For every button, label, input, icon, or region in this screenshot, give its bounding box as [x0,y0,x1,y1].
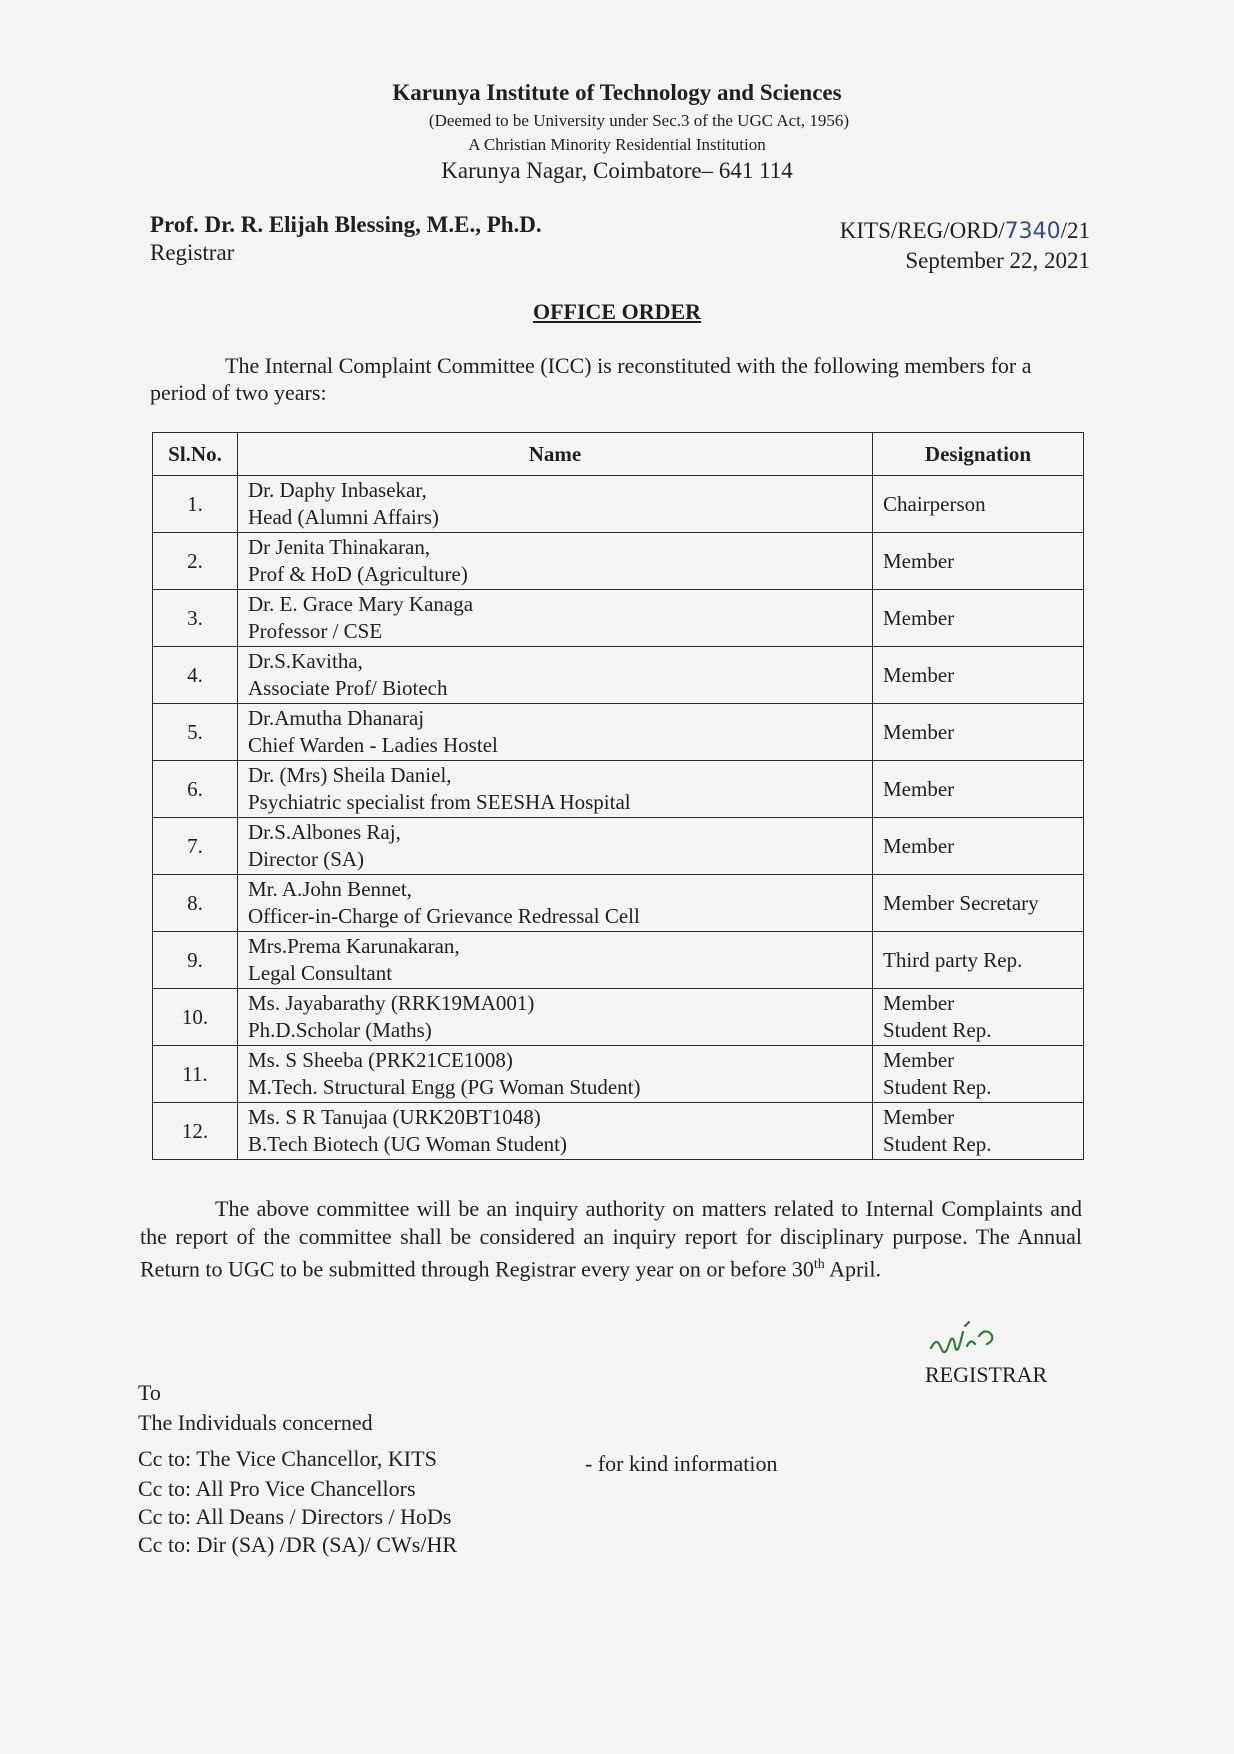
table-row [153,704,1084,761]
member-name: Dr. (Mrs) Sheila Daniel, [248,763,452,787]
cell-name [238,533,873,590]
cell-designation [873,647,1084,704]
closing-text: The above committee will be an inquiry authority on matters related to Internal Complaints and the report of the committee shall be considered an inquiry report for disciplinary purpose. The Annual Return to UGC to be submitted through Registrar every year on or before 30 [140,1196,1082,1282]
member-role: Ph.D.Scholar (Maths) [248,1018,432,1042]
institution-name: Karunya Institute of Technology and Sciences [392,80,842,105]
cell-designation [873,761,1084,818]
to-label: To [138,1380,161,1405]
member-designation: Member [883,1105,955,1129]
cell-sl-no: 2. [153,533,238,590]
closing-text-end: April. [824,1256,882,1282]
cell-name [238,590,873,647]
member-designation-secondary: Student Rep. [883,1075,992,1099]
member-designation-secondary: Student Rep. [883,1132,992,1156]
cc-pro-vice-chancellors: Cc to: All Pro Vice Chancellors [138,1476,416,1501]
member-name: Ms. S R Tanujaa (URK20BT1048) [248,1105,541,1129]
reference-suffix: /21 [1060,218,1090,243]
cell-name [238,704,873,761]
cell-name [238,476,873,533]
member-role: Prof & HoD (Agriculture) [248,562,468,586]
cell-name [238,647,873,704]
individuals-concerned: The Individuals concerned [138,1410,373,1435]
reference-handwritten-number: 7340 [1004,219,1061,244]
header-name: Name [238,433,873,476]
member-name: Dr.Amutha Dhanaraj [248,706,425,730]
document-heading: OFFICE ORDER [532,299,702,324]
member-name: Dr. Daphy Inbasekar, [248,478,427,502]
member-name: Dr.S.Albones Raj, [248,820,401,844]
closing-superscript: th [813,1257,825,1272]
cc-deans-directors-hods: Cc to: All Deans / Directors / HoDs [138,1504,452,1529]
cell-designation [873,875,1084,932]
member-name: Ms. S Sheeba (PRK21CE1008) [248,1048,513,1072]
member-designation: Member [883,833,955,858]
member-role: Head (Alumni Affairs) [248,505,439,529]
cell-designation [873,704,1084,761]
cell-sl-no: 1. [153,476,238,533]
cell-designation [873,476,1084,533]
member-role: B.Tech Biotech (UG Woman Student) [248,1132,567,1156]
member-designation: Member [883,662,955,687]
intro-paragraph: The Internal Complaint Committee (ICC) is reconstituted with the following members for a period of two years: [150,353,1032,405]
member-name: Dr. E. Grace Mary Kanaga [248,592,474,616]
registrar-label: REGISTRAR [925,1362,1048,1387]
header-sl-no: Sl.No. [153,433,238,476]
member-name: Dr Jenita Thinakaran, [248,535,431,559]
member-designation: Member [883,991,955,1015]
table-row [153,989,1084,1046]
cell-name [238,875,873,932]
institution-subtitle-minority: A Christian Minority Residential Institution [468,135,766,154]
sender-name: Prof. Dr. R. Elijah Blessing, M.E., Ph.D. [150,212,542,237]
table-row [153,875,1084,932]
committee-members-table [152,432,1084,1160]
cell-name [238,761,873,818]
cell-designation [873,590,1084,647]
member-role: Officer-in-Charge of Grievance Redressal Cell [248,904,640,928]
cc-vice-chancellor: Cc to: The Vice Chancellor, KITS [138,1446,437,1471]
member-designation: Member [883,1048,955,1072]
table-row [153,533,1084,590]
member-designation: Member Secretary [883,890,1039,915]
cell-sl-no: 11. [153,1046,238,1103]
cell-sl-no: 4. [153,647,238,704]
member-designation: Member [883,776,955,801]
cell-sl-no: 8. [153,875,238,932]
table-row [153,761,1084,818]
closing-paragraph [140,1195,1082,1283]
cell-name [238,989,873,1046]
cell-designation [873,533,1084,590]
member-role: M.Tech. Structural Engg (PG Woman Student) [248,1075,641,1099]
member-name: Mrs.Prema Karunakaran, [248,934,460,958]
member-role: Director (SA) [248,847,365,871]
cell-name [238,1103,873,1160]
sender-title: Registrar [150,240,235,265]
cell-designation [873,932,1084,989]
member-name: Ms. Jayabarathy (RRK19MA001) [248,991,535,1015]
member-name: Mr. A.John Bennet, [248,877,412,901]
member-designation: Member [883,548,955,573]
member-role: Legal Consultant [248,961,393,985]
member-role: Associate Prof/ Biotech [248,676,448,700]
table-row [153,590,1084,647]
institution-subtitle-deemed: (Deemed to be University under Sec.3 of the UGC Act, 1956) [428,111,850,130]
cell-sl-no: 7. [153,818,238,875]
member-role: Psychiatric specialist from SEESHA Hospital [248,790,631,814]
cell-name [238,1046,873,1103]
header-designation: Designation [873,433,1084,476]
cc-dir-sa: Cc to: Dir (SA) /DR (SA)/ CWs/HR [138,1532,457,1557]
table-header-row [153,433,1084,476]
member-designation: Member [883,605,955,630]
member-role: Chief Warden - Ladies Hostel [248,733,498,757]
cell-designation [873,1046,1084,1103]
table-row [153,476,1084,533]
cell-sl-no: 10. [153,989,238,1046]
table-row [153,932,1084,989]
cell-designation [873,818,1084,875]
member-designation: Member [883,719,955,744]
institution-address: Karunya Nagar, Coimbatore– 641 114 [441,158,793,183]
table-row [153,818,1084,875]
cell-sl-no: 6. [153,761,238,818]
member-designation-secondary: Student Rep. [883,1018,992,1042]
cell-sl-no: 12. [153,1103,238,1160]
member-role: Professor / CSE [248,619,383,643]
cc-note: - for kind information [585,1451,778,1476]
reference-number [840,218,1090,244]
cell-designation [873,989,1084,1046]
member-designation: Third party Rep. [883,947,1023,972]
cell-sl-no: 3. [153,590,238,647]
cell-name [238,818,873,875]
cell-sl-no: 5. [153,704,238,761]
cell-name [238,932,873,989]
reference-prefix: KITS/REG/ORD/ [839,218,1005,243]
table-body [153,476,1084,1160]
cell-sl-no: 9. [153,932,238,989]
cell-designation [873,1103,1084,1160]
table-row [153,647,1084,704]
member-name: Dr.S.Kavitha, [248,649,363,673]
order-date: September 22, 2021 [905,248,1090,273]
table-row [153,1103,1084,1160]
table-row [153,1046,1084,1103]
member-designation: Chairperson [883,491,986,516]
